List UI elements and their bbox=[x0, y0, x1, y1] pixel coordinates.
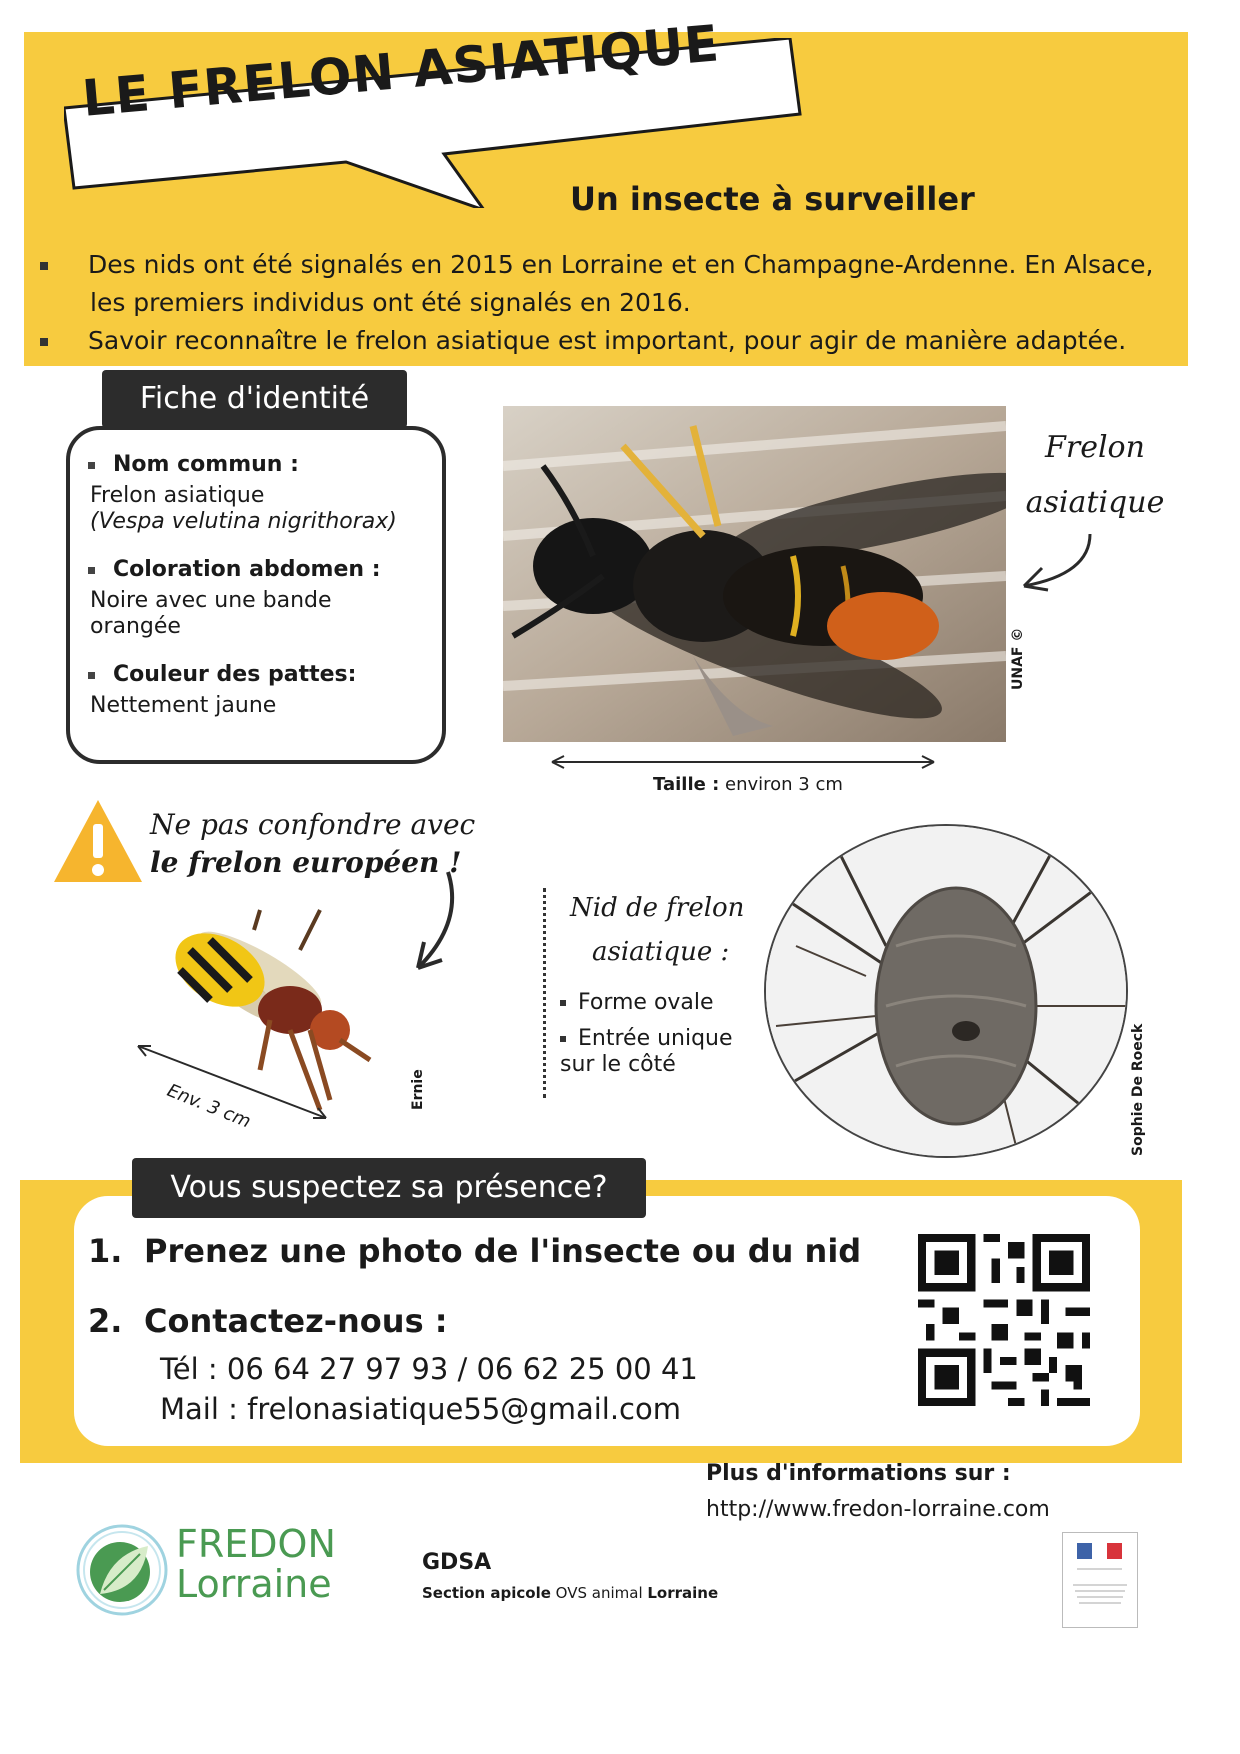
bullet-icon bbox=[560, 1000, 566, 1006]
common-name: Frelon asiatique bbox=[90, 483, 265, 508]
list-item: Savoir reconnaître le frelon asiatique est important, pour agir de manière adaptée. bbox=[40, 322, 1170, 360]
website-link[interactable]: http://www.fredon-lorraine.com bbox=[706, 1497, 1050, 1522]
nest-list: Forme ovale Entrée unique sur le côté bbox=[560, 990, 733, 1077]
warning-text: Ne pas confondre avec le frelon européen ! bbox=[150, 808, 476, 879]
bullet-icon bbox=[40, 338, 48, 346]
size-caption: Taille : environ 3 cm bbox=[653, 774, 843, 795]
curved-arrow-icon bbox=[408, 868, 468, 978]
qr-code[interactable] bbox=[918, 1234, 1090, 1406]
list-item: Des nids ont été signalés en 2015 en Lorraine et en Champagne-Ardenne. En Alsace, bbox=[40, 246, 1170, 284]
photo-credit: UNAF © bbox=[1010, 627, 1026, 690]
step-2: 2. Contactez-nous : bbox=[88, 1302, 448, 1340]
identity-tab: Fiche d'identité bbox=[102, 370, 407, 428]
bullet-icon bbox=[560, 1036, 566, 1042]
list-item: Forme ovale bbox=[560, 990, 733, 1016]
identity-card: Nom commun : Frelon asiatique (Vespa velutina nigrithorax) Coloration abdomen : Noire avec une bande orangée Couleur des pattes: Nettement jaune bbox=[66, 426, 446, 764]
prefecture-logo bbox=[1062, 1532, 1138, 1628]
list-item: les premiers individus ont été signalés en 2016. bbox=[90, 288, 691, 317]
gdsa-subtitle: Section apicole OVS animal Lorraine bbox=[422, 1584, 719, 1602]
abdomen-color-cont: orangée bbox=[90, 614, 181, 639]
bullet-icon bbox=[88, 567, 95, 574]
photo-credit: Sophie De Roeck bbox=[1130, 1023, 1146, 1156]
asian-hornet-photo bbox=[503, 406, 1006, 742]
phone-numbers[interactable]: Tél : 06 64 27 97 93 / 06 62 25 00 41 bbox=[160, 1352, 698, 1386]
legs-color: Nettement jaune bbox=[90, 693, 277, 718]
page-subtitle: Un insecte à surveiller bbox=[570, 180, 975, 218]
intro-list bbox=[40, 246, 1170, 360]
nest-photo bbox=[764, 824, 1128, 1158]
page-title: LE FRELON ASIATIQUE bbox=[80, 14, 722, 128]
fredon-logo bbox=[74, 1522, 170, 1622]
email-link[interactable]: Mail : frelonasiatique55@gmail.com bbox=[160, 1392, 681, 1426]
more-info: Plus d'informations sur : http://www.fredon-lorraine.com bbox=[706, 1456, 1050, 1528]
list-item: Entrée unique bbox=[560, 1026, 733, 1052]
step-1: 1. Prenez une photo de l'insecte ou du nid bbox=[88, 1232, 862, 1270]
size-arrow-icon bbox=[548, 752, 938, 772]
curved-arrow-icon bbox=[1010, 528, 1110, 598]
size-caption: Env. 3 cm bbox=[164, 1080, 254, 1133]
warning-icon bbox=[52, 796, 144, 886]
nest-title: Nid de frelon asiatique : bbox=[570, 893, 745, 967]
bullet-icon bbox=[88, 462, 95, 469]
abdomen-color: Noire avec une bande bbox=[90, 588, 332, 613]
divider bbox=[543, 888, 546, 1098]
bullet-icon bbox=[88, 672, 95, 679]
gdsa-logo-title: GDSA bbox=[422, 1550, 492, 1575]
asian-hornet-label: Frelon asiatique bbox=[1025, 430, 1165, 520]
contact-tab: Vous suspectez sa présence? bbox=[132, 1158, 646, 1218]
photo-credit: Ernie bbox=[410, 1069, 426, 1110]
fredon-logo-text: FREDON Lorraine bbox=[176, 1522, 336, 1606]
latin-name: (Vespa velutina nigrithorax) bbox=[90, 509, 397, 534]
bullet-icon bbox=[40, 262, 48, 270]
